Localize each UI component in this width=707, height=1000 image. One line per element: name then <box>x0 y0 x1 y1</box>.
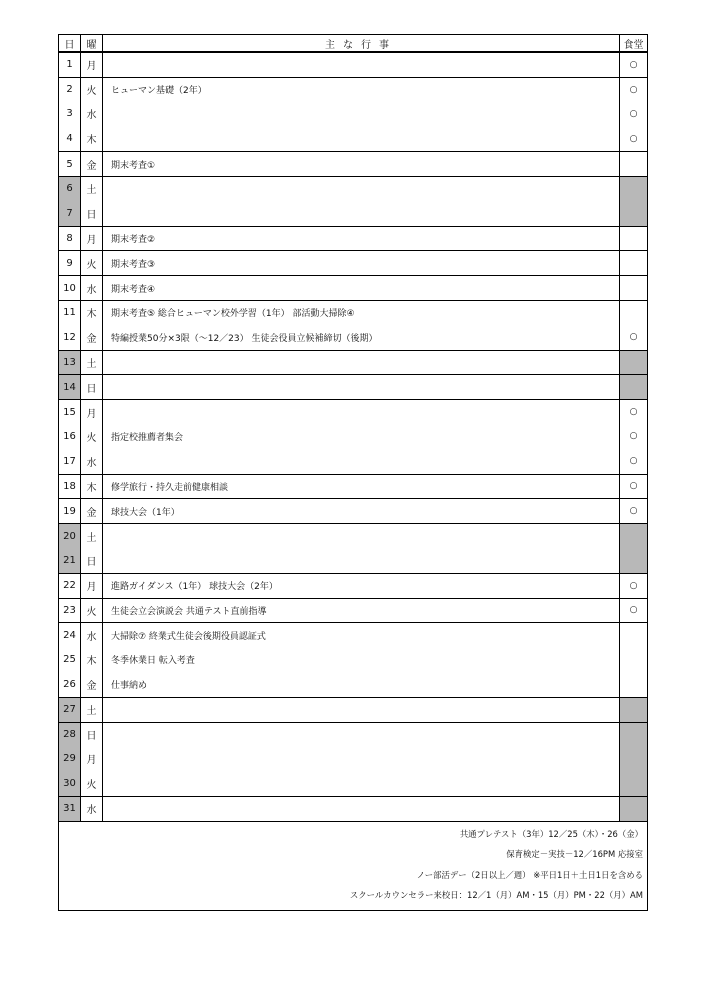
table-row <box>59 722 647 747</box>
event-cell <box>103 797 620 821</box>
table-row <box>59 399 647 424</box>
event-cell: 冬季休業日 転入考査 <box>103 647 620 672</box>
cafeteria-cell <box>620 548 647 573</box>
weekday-cell: 日 <box>81 723 103 747</box>
table-row <box>59 771 647 796</box>
table-row <box>59 622 647 647</box>
day-cell: 30 <box>59 771 81 796</box>
cafeteria-cell <box>620 201 647 226</box>
event-cell <box>103 548 620 573</box>
event-cell: 大掃除⑦ 終業式生徒会後期役員認証式 <box>103 623 620 647</box>
table-row <box>59 672 647 697</box>
weekday-cell: 火 <box>81 251 103 275</box>
weekday-cell: 日 <box>81 548 103 573</box>
day-cell: 1 <box>59 53 81 77</box>
cafeteria-cell <box>620 723 647 747</box>
cafeteria-cell <box>620 672 647 697</box>
weekday-cell: 月 <box>81 53 103 77</box>
day-cell: 26 <box>59 672 81 697</box>
cafeteria-cell: ○ <box>629 407 638 418</box>
day-cell: 7 <box>59 201 81 226</box>
notes-section <box>59 821 647 910</box>
weekday-cell: 土 <box>81 351 103 375</box>
event-cell: 進路ガイダンス（1年） 球技大会（2年） <box>103 574 620 598</box>
table-row <box>59 796 647 821</box>
day-cell: 24 <box>59 623 81 647</box>
cafeteria-cell <box>620 623 647 647</box>
table-row <box>59 548 647 573</box>
cafeteria-cell <box>620 698 647 722</box>
table-row <box>59 226 647 251</box>
header-events: 主な行事 <box>103 35 620 51</box>
day-cell: 9 <box>59 251 81 275</box>
day-cell: 2 <box>59 78 81 102</box>
weekday-cell: 火 <box>81 771 103 796</box>
table-row <box>59 697 647 722</box>
weekday-cell: 火 <box>81 599 103 623</box>
weekday-cell: 水 <box>81 102 103 127</box>
event-cell <box>103 53 620 77</box>
weekday-cell: 月 <box>81 400 103 424</box>
event-cell <box>103 177 620 201</box>
day-cell: 15 <box>59 400 81 424</box>
monthly-schedule-table <box>58 34 648 911</box>
weekday-cell: 金 <box>81 499 103 523</box>
table-row <box>59 126 647 151</box>
event-cell <box>103 102 620 127</box>
day-cell: 4 <box>59 126 81 151</box>
table-row <box>59 523 647 548</box>
day-cell: 6 <box>59 177 81 201</box>
cafeteria-cell: ○ <box>629 332 638 343</box>
cafeteria-cell: ○ <box>629 84 638 95</box>
cafeteria-cell: ○ <box>629 59 638 70</box>
weekday-cell: 月 <box>81 746 103 771</box>
table-row <box>59 325 647 350</box>
day-cell: 25 <box>59 647 81 672</box>
table-row <box>59 275 647 300</box>
weekday-cell: 金 <box>81 672 103 697</box>
day-cell: 18 <box>59 475 81 499</box>
weekday-cell: 金 <box>81 152 103 176</box>
table-row <box>59 647 647 672</box>
day-cell: 27 <box>59 698 81 722</box>
cafeteria-cell: ○ <box>629 431 638 442</box>
event-cell <box>103 771 620 796</box>
header-weekday: 曜 <box>81 35 103 51</box>
weekday-cell: 月 <box>81 227 103 251</box>
note-line: 保育検定－実技－12／16PM 応接室 <box>506 849 643 860</box>
table-row <box>59 424 647 449</box>
cafeteria-cell <box>620 251 647 275</box>
event-cell <box>103 375 620 399</box>
cafeteria-cell <box>620 276 647 300</box>
table-row <box>59 374 647 399</box>
table-row <box>59 598 647 623</box>
weekday-cell: 月 <box>81 574 103 598</box>
cafeteria-cell <box>620 351 647 375</box>
event-cell: 生徒会立会演説会 共通テスト直前指導 <box>103 599 620 623</box>
event-cell <box>103 698 620 722</box>
table-body <box>59 52 647 821</box>
note-line: 共通プレテスト（3年）12／25（木）・26（金） <box>459 828 643 839</box>
event-cell <box>103 723 620 747</box>
weekday-cell: 土 <box>81 524 103 548</box>
event-cell: 指定校推薦者集会 <box>103 424 620 449</box>
cafeteria-cell <box>620 524 647 548</box>
weekday-cell: 水 <box>81 797 103 821</box>
event-cell: 期末考査④ <box>103 276 620 300</box>
cafeteria-cell <box>620 771 647 796</box>
cafeteria-cell: ○ <box>629 108 638 119</box>
cafeteria-cell <box>620 227 647 251</box>
weekday-cell: 火 <box>81 78 103 102</box>
table-row <box>59 201 647 226</box>
event-cell <box>103 126 620 151</box>
weekday-cell: 木 <box>81 475 103 499</box>
event-cell <box>103 351 620 375</box>
weekday-cell: 火 <box>81 424 103 449</box>
cafeteria-cell: ○ <box>629 605 638 616</box>
day-cell: 3 <box>59 102 81 127</box>
day-cell: 31 <box>59 797 81 821</box>
weekday-cell: 水 <box>81 449 103 474</box>
weekday-cell: 土 <box>81 698 103 722</box>
table-row <box>59 746 647 771</box>
cafeteria-cell <box>620 647 647 672</box>
table-row <box>59 350 647 375</box>
table-row <box>59 77 647 102</box>
table-row <box>59 498 647 523</box>
day-cell: 23 <box>59 599 81 623</box>
table-row <box>59 449 647 474</box>
day-cell: 28 <box>59 723 81 747</box>
day-cell: 17 <box>59 449 81 474</box>
weekday-cell: 日 <box>81 201 103 226</box>
event-cell: 期末考査① <box>103 152 620 176</box>
day-cell: 16 <box>59 424 81 449</box>
cafeteria-cell <box>620 375 647 399</box>
table-row <box>59 151 647 176</box>
event-cell: 特編授業50分×3限（～12／23） 生徒会役員立候補締切（後期） <box>103 325 620 350</box>
day-cell: 10 <box>59 276 81 300</box>
weekday-cell: 水 <box>81 276 103 300</box>
day-cell: 11 <box>59 301 81 325</box>
table-header <box>59 35 647 52</box>
day-cell: 22 <box>59 574 81 598</box>
event-cell: 仕事納め <box>103 672 620 697</box>
weekday-cell: 木 <box>81 126 103 151</box>
cafeteria-cell: ○ <box>629 580 638 591</box>
day-cell: 14 <box>59 375 81 399</box>
event-cell: 期末考査⑤ 総合ヒューマン校外学習（1年） 部活動大掃除④ <box>103 301 620 325</box>
event-cell: 修学旅行・持久走前健康相談 <box>103 475 620 499</box>
table-row <box>59 52 647 77</box>
header-day: 日 <box>59 35 81 51</box>
day-cell: 12 <box>59 325 81 350</box>
table-row <box>59 474 647 499</box>
header-cafeteria: 食堂 <box>623 39 644 51</box>
event-cell <box>103 524 620 548</box>
event-cell <box>103 746 620 771</box>
event-cell: 期末考査② <box>103 227 620 251</box>
cafeteria-cell <box>620 797 647 821</box>
day-cell: 20 <box>59 524 81 548</box>
cafeteria-cell: ○ <box>629 506 638 517</box>
table-row <box>59 300 647 325</box>
day-cell: 5 <box>59 152 81 176</box>
table-row <box>59 102 647 127</box>
weekday-cell: 木 <box>81 647 103 672</box>
weekday-cell: 土 <box>81 177 103 201</box>
table-row <box>59 250 647 275</box>
event-cell: 球技大会（1年） <box>103 499 620 523</box>
weekday-cell: 日 <box>81 375 103 399</box>
day-cell: 8 <box>59 227 81 251</box>
cafeteria-cell: ○ <box>629 133 638 144</box>
table-row <box>59 573 647 598</box>
cafeteria-cell <box>620 301 647 325</box>
cafeteria-cell <box>620 177 647 201</box>
note-line: ノー部活デー（2日以上／週） ※平日1日＋土日1日を含める <box>416 869 643 880</box>
event-cell: ヒューマン基礎（2年） <box>103 78 620 102</box>
cafeteria-cell: ○ <box>629 456 638 467</box>
day-cell: 13 <box>59 351 81 375</box>
weekday-cell: 金 <box>81 325 103 350</box>
event-cell <box>103 201 620 226</box>
cafeteria-cell <box>620 746 647 771</box>
cafeteria-cell <box>620 152 647 176</box>
weekday-cell: 木 <box>81 301 103 325</box>
event-cell <box>103 449 620 474</box>
cafeteria-cell: ○ <box>629 481 638 492</box>
day-cell: 29 <box>59 746 81 771</box>
event-cell: 期末考査③ <box>103 251 620 275</box>
day-cell: 19 <box>59 499 81 523</box>
event-cell <box>103 400 620 424</box>
day-cell: 21 <box>59 548 81 573</box>
note-line: スクールカウンセラー来校日：12／1（月）AM・15（月）PM・22（月）AM <box>349 890 643 901</box>
table-row <box>59 176 647 201</box>
weekday-cell: 水 <box>81 623 103 647</box>
